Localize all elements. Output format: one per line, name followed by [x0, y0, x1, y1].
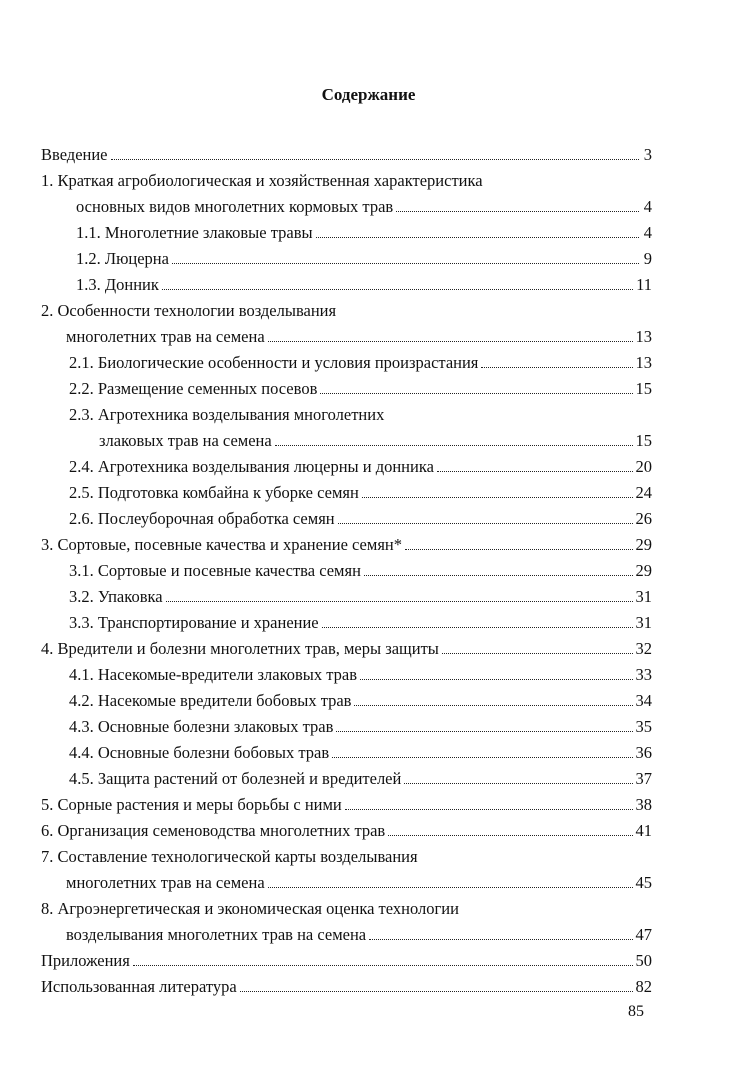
toc-entry-title: 2.6. Послеуборочная обработка семян — [69, 509, 335, 528]
toc-entry-title: Использованная литература — [41, 977, 237, 996]
toc-entry-title: 4. Вредители и болезни многолетних трав, меры защиты — [41, 639, 439, 658]
toc-entry-page: 37 — [635, 769, 652, 788]
toc-entry — [41, 268, 652, 294]
toc-entry-title: 5. Сорные растения и меры борьбы с ними — [41, 795, 342, 814]
toc-leader-dots — [437, 471, 633, 472]
toc-entry-title: Введение — [41, 145, 108, 164]
toc-leader-dots — [481, 367, 632, 368]
toc-leader-dots — [268, 887, 633, 888]
toc-entry-title: 4.1. Насекомые-вредители злаковых трав — [69, 665, 358, 684]
toc-entry-page: 13 — [635, 327, 652, 346]
toc-entry — [41, 918, 652, 944]
toc-entry-page: 47 — [635, 925, 652, 944]
toc-entry-title: многолетних трав на семена — [66, 327, 265, 346]
toc-entry — [41, 424, 652, 450]
toc-entry — [41, 242, 652, 268]
toc-entry-title: 1. Краткая агробиологическая и хозяйственная характеристика — [41, 171, 483, 190]
toc-entry — [41, 450, 652, 476]
toc-entry-title: 1.3. Донник — [76, 275, 159, 294]
toc-entry-title: 3.3. Транспортирование и хранение — [69, 613, 319, 632]
toc-entry-title: 4.4. Основные болезни бобовых трав — [69, 743, 330, 762]
toc-entry-title: 3. Сортовые, посевные качества и хранение семян* — [41, 535, 402, 554]
toc-entry-title: 2.3. Агротехника возделывания многолетних — [69, 405, 385, 424]
toc-entry-title: 1.1. Многолетние злаковые травы — [76, 223, 313, 242]
toc-entry-title: возделывания многолетних трав на семена — [66, 925, 367, 944]
toc-entry-title: 4.3. Основные болезни злаковых трав — [69, 717, 334, 736]
toc-entry-page: 15 — [635, 431, 652, 450]
toc-leader-dots — [316, 237, 639, 238]
toc-entry — [41, 762, 652, 788]
toc-entry-page: 50 — [635, 951, 652, 970]
toc-entry-page: 31 — [635, 587, 652, 606]
toc-entry-page: 29 — [635, 535, 652, 554]
toc-entry-page: 41 — [635, 821, 652, 840]
toc-entry-page: 31 — [635, 613, 652, 632]
toc-leader-dots — [111, 159, 639, 160]
toc-entry-title: 2.5. Подготовка комбайна к уборке семян — [69, 483, 359, 502]
toc-entry-title: основных видов многолетних кормовых трав — [76, 197, 394, 216]
toc-entry — [41, 788, 652, 814]
toc-entry-page: 20 — [635, 457, 652, 476]
toc-leader-dots — [338, 523, 633, 524]
toc-entry-heading — [41, 398, 652, 424]
toc-entry-page: 38 — [635, 795, 652, 814]
toc-entry — [41, 216, 652, 242]
toc-entry-title: 3.2. Упаковка — [69, 587, 163, 606]
toc-entry-title: 3.1. Сортовые и посевные качества семян — [69, 561, 361, 580]
toc-entry — [41, 502, 652, 528]
toc-entry — [41, 476, 652, 502]
toc-entry — [41, 190, 652, 216]
toc-entry-title: 8. Агроэнергетическая и экономическая оценка технологии — [41, 899, 459, 918]
toc-entry — [41, 346, 652, 372]
toc-entry — [41, 528, 652, 554]
toc-leader-dots — [369, 939, 632, 940]
toc-entry-page: 34 — [635, 691, 652, 710]
toc-entry-title: 2. Особенности технологии возделывания — [41, 301, 337, 320]
page-number: 85 — [628, 1003, 644, 1020]
toc-leader-dots — [354, 705, 632, 706]
toc-entry-page: 3 — [643, 145, 652, 164]
page-title: Содержание — [321, 85, 416, 104]
toc-leader-dots — [320, 393, 632, 394]
toc-entry-page: 9 — [643, 249, 652, 268]
toc-entry — [41, 138, 652, 164]
toc-entry-title: 2.1. Биологические особенности и условия произрастания — [69, 353, 479, 372]
toc-entry-title: Приложения — [41, 951, 130, 970]
toc-entry-page: 11 — [636, 275, 652, 294]
toc-entry — [41, 710, 652, 736]
toc-entry — [41, 944, 652, 970]
toc-entry — [41, 866, 652, 892]
toc-entry-heading — [41, 892, 652, 918]
toc-entry-page: 26 — [635, 509, 652, 528]
toc-entry — [41, 970, 652, 996]
toc-leader-dots — [362, 497, 633, 498]
toc-entry — [41, 658, 652, 684]
toc-entry-title: 4.2. Насекомые вредители бобовых трав — [69, 691, 352, 710]
toc-entry — [41, 684, 652, 710]
toc-entry-page: 33 — [635, 665, 652, 684]
toc-entry — [41, 632, 652, 658]
toc-leader-dots — [396, 211, 639, 212]
toc-leader-dots — [442, 653, 633, 654]
toc-entry-title: 2.4. Агротехника возделывания люцерны и донника — [69, 457, 434, 476]
toc-entry — [41, 320, 652, 346]
toc-leader-dots — [360, 679, 632, 680]
toc-entry — [41, 554, 652, 580]
toc-leader-dots — [240, 991, 633, 992]
toc-entry-title: 2.2. Размещение семенных посевов — [69, 379, 318, 398]
toc-entry-heading — [41, 164, 652, 190]
toc-entry-page: 36 — [635, 743, 652, 762]
toc-leader-dots — [133, 965, 633, 966]
toc-entry-heading — [41, 294, 652, 320]
toc-leader-dots — [364, 575, 633, 576]
toc-entry-page: 32 — [635, 639, 652, 658]
toc-entry-title: злаковых трав на семена — [99, 431, 272, 450]
toc-leader-dots — [404, 783, 632, 784]
toc-entry-title: 6. Организация семеноводства многолетних трав — [41, 821, 386, 840]
toc-leader-dots — [166, 601, 633, 602]
toc-entry-page: 24 — [635, 483, 652, 502]
toc-leader-dots — [332, 757, 632, 758]
toc-entry — [41, 372, 652, 398]
toc-entry-page: 4 — [643, 197, 652, 216]
toc-leader-dots — [388, 835, 632, 836]
toc-entry — [41, 814, 652, 840]
toc-entry-title: 1.2. Люцерна — [76, 249, 169, 268]
table-of-contents — [41, 138, 652, 996]
toc-entry-page: 45 — [635, 873, 652, 892]
toc-entry — [41, 580, 652, 606]
toc-leader-dots — [405, 549, 633, 550]
toc-leader-dots — [268, 341, 633, 342]
toc-entry-title: 4.5. Защита растений от болезней и вредителей — [69, 769, 402, 788]
toc-leader-dots — [275, 445, 633, 446]
toc-leader-dots — [172, 263, 639, 264]
toc-leader-dots — [322, 627, 633, 628]
toc-entry-page: 82 — [635, 977, 652, 996]
toc-entry-title: 7. Составление технологической карты возделывания — [41, 847, 418, 866]
toc-entry-page: 29 — [635, 561, 652, 580]
toc-entry-page: 35 — [635, 717, 652, 736]
toc-entry-page: 15 — [635, 379, 652, 398]
toc-entry-page: 4 — [643, 223, 652, 242]
toc-leader-dots — [336, 731, 632, 732]
toc-entry-page: 13 — [635, 353, 652, 372]
toc-entry — [41, 606, 652, 632]
toc-entry-title: многолетних трав на семена — [66, 873, 265, 892]
toc-entry — [41, 736, 652, 762]
toc-entry-heading — [41, 840, 652, 866]
toc-leader-dots — [162, 289, 633, 290]
toc-leader-dots — [345, 809, 633, 810]
